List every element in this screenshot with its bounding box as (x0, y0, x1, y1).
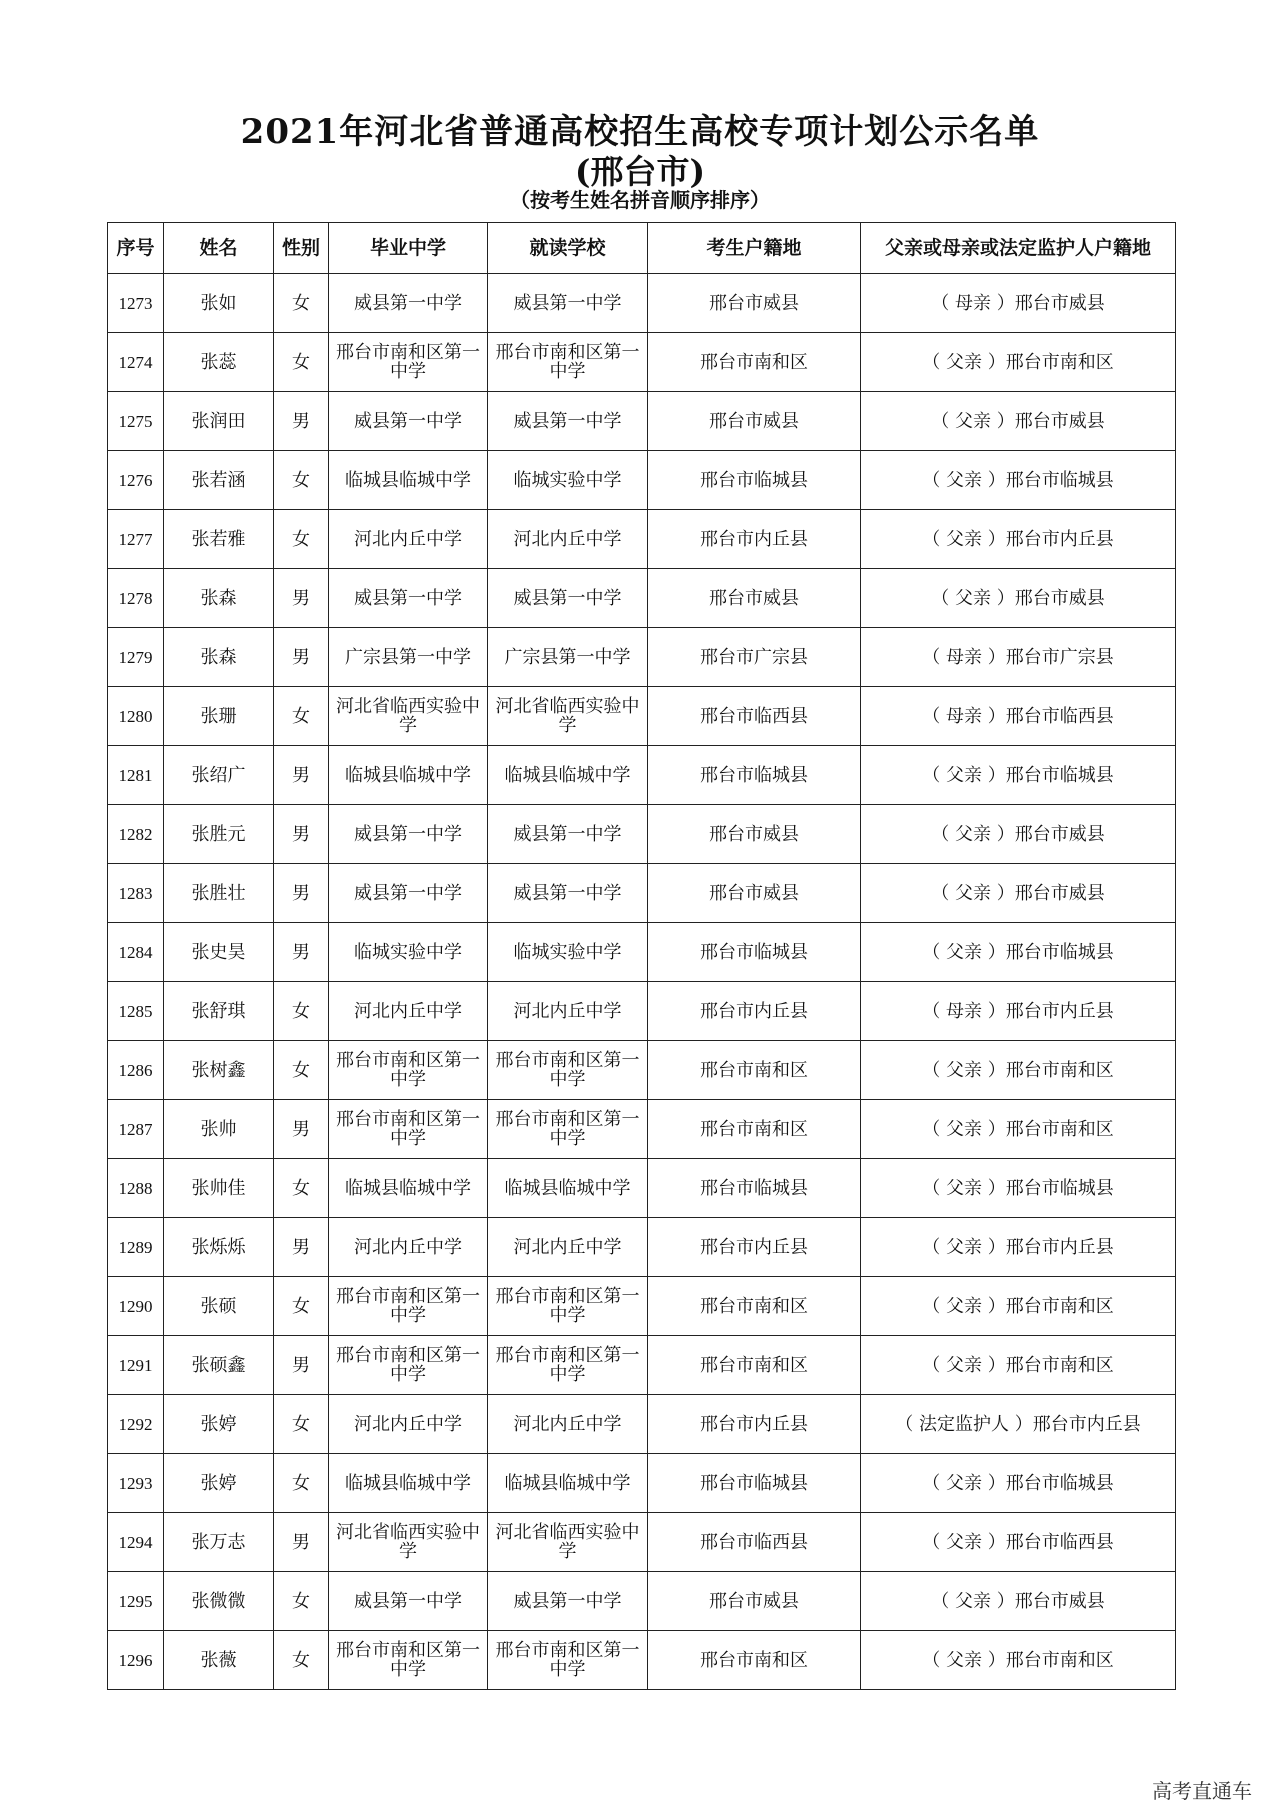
cell-no: 1295 (108, 1572, 164, 1631)
cell-no: 1283 (108, 864, 164, 923)
cell-no: 1287 (108, 1100, 164, 1159)
cell-hukou: 邢台市威县 (648, 864, 861, 923)
cell-guardian: （ 母亲 ）邢台市临西县 (861, 687, 1176, 746)
cell-no: 1285 (108, 982, 164, 1041)
cell-current-school: 河北内丘中学 (488, 510, 648, 569)
cell-name: 张硕 (164, 1277, 274, 1336)
cell-guardian: （ 父亲 ）邢台市临城县 (861, 451, 1176, 510)
cell-hukou: 邢台市临城县 (648, 923, 861, 982)
cell-grad-school: 临城县临城中学 (329, 451, 488, 510)
cell-current-school: 临城实验中学 (488, 923, 648, 982)
cell-current-school: 河北省临西实验中学 (488, 1513, 648, 1572)
cell-current-school: 临城实验中学 (488, 451, 648, 510)
cell-sex: 男 (274, 746, 329, 805)
cell-name: 张婷 (164, 1395, 274, 1454)
table-row (108, 569, 1176, 628)
cell-sex: 女 (274, 333, 329, 392)
table-row (108, 923, 1176, 982)
table-row (108, 982, 1176, 1041)
document-subtitle: (邢台市) (574, 152, 706, 191)
cell-sex: 女 (274, 451, 329, 510)
table-row (108, 1513, 1176, 1572)
cell-current-school: 威县第一中学 (488, 274, 648, 333)
cell-guardian: （ 父亲 ）邢台市临西县 (861, 1513, 1176, 1572)
cell-guardian: （ 父亲 ）邢台市南和区 (861, 333, 1176, 392)
candidate-table (107, 222, 1176, 1690)
cell-guardian: （ 父亲 ）邢台市内丘县 (861, 510, 1176, 569)
cell-hukou: 邢台市南和区 (648, 1277, 861, 1336)
cell-sex: 女 (274, 1395, 329, 1454)
cell-sex: 男 (274, 392, 329, 451)
cell-current-school: 邢台市南和区第一中学 (488, 1277, 648, 1336)
table-header-row (108, 223, 1176, 274)
cell-hukou: 邢台市威县 (648, 1572, 861, 1631)
cell-guardian: （ 父亲 ）邢台市临城县 (861, 1454, 1176, 1513)
cell-current-school: 临城县临城中学 (488, 746, 648, 805)
cell-name: 张婷 (164, 1454, 274, 1513)
cell-sex: 女 (274, 1572, 329, 1631)
cell-current-school: 威县第一中学 (488, 1572, 648, 1631)
cell-grad-school: 临城县临城中学 (329, 1159, 488, 1218)
cell-hukou: 邢台市临城县 (648, 746, 861, 805)
cell-hukou: 邢台市临城县 (648, 1454, 861, 1513)
cell-no: 1278 (108, 569, 164, 628)
cell-current-school: 临城县临城中学 (488, 1159, 648, 1218)
cell-hukou: 邢台市内丘县 (648, 1395, 861, 1454)
cell-no: 1273 (108, 274, 164, 333)
cell-grad-school: 邢台市南和区第一中学 (329, 1100, 488, 1159)
cell-no: 1292 (108, 1395, 164, 1454)
cell-name: 张薇 (164, 1631, 274, 1690)
cell-grad-school: 邢台市南和区第一中学 (329, 333, 488, 392)
cell-no: 1290 (108, 1277, 164, 1336)
cell-name: 张珊 (164, 687, 274, 746)
column-header-grad-school: 毕业中学 (329, 223, 488, 274)
cell-hukou: 邢台市内丘县 (648, 1218, 861, 1277)
cell-current-school: 威县第一中学 (488, 805, 648, 864)
cell-name: 张硕鑫 (164, 1336, 274, 1395)
cell-name: 张帅佳 (164, 1159, 274, 1218)
cell-no: 1286 (108, 1041, 164, 1100)
table-row (108, 746, 1176, 805)
cell-name: 张如 (164, 274, 274, 333)
cell-name: 张舒琪 (164, 982, 274, 1041)
cell-hukou: 邢台市临城县 (648, 1159, 861, 1218)
cell-no: 1277 (108, 510, 164, 569)
cell-sex: 女 (274, 1631, 329, 1690)
table-row (108, 333, 1176, 392)
cell-hukou: 邢台市南和区 (648, 1336, 861, 1395)
cell-grad-school: 威县第一中学 (329, 864, 488, 923)
cell-current-school: 邢台市南和区第一中学 (488, 1041, 648, 1100)
cell-no: 1288 (108, 1159, 164, 1218)
cell-grad-school: 河北省临西实验中学 (329, 1513, 488, 1572)
cell-guardian: （ 父亲 ）邢台市南和区 (861, 1041, 1176, 1100)
cell-current-school: 河北内丘中学 (488, 1395, 648, 1454)
cell-grad-school: 临城县临城中学 (329, 746, 488, 805)
cell-no: 1274 (108, 333, 164, 392)
cell-no: 1291 (108, 1336, 164, 1395)
cell-hukou: 邢台市内丘县 (648, 982, 861, 1041)
column-header-no: 序号 (108, 223, 164, 274)
table-row (108, 1395, 1176, 1454)
sort-note: （按考生姓名拼音顺序排序） (510, 188, 770, 212)
cell-no: 1282 (108, 805, 164, 864)
cell-current-school: 河北内丘中学 (488, 982, 648, 1041)
table-row (108, 1572, 1176, 1631)
cell-grad-school: 河北内丘中学 (329, 982, 488, 1041)
cell-sex: 男 (274, 923, 329, 982)
cell-guardian: （ 母亲 ）邢台市广宗县 (861, 628, 1176, 687)
cell-hukou: 邢台市广宗县 (648, 628, 861, 687)
cell-grad-school: 临城实验中学 (329, 923, 488, 982)
cell-no: 1281 (108, 746, 164, 805)
cell-grad-school: 河北内丘中学 (329, 1218, 488, 1277)
cell-grad-school: 威县第一中学 (329, 392, 488, 451)
cell-hukou: 邢台市威县 (648, 392, 861, 451)
cell-name: 张帅 (164, 1100, 274, 1159)
column-header-sex: 性别 (274, 223, 329, 274)
cell-name: 张史昊 (164, 923, 274, 982)
cell-guardian: （ 父亲 ）邢台市威县 (861, 1572, 1176, 1631)
table-row (108, 1631, 1176, 1690)
cell-guardian: （ 母亲 ）邢台市内丘县 (861, 982, 1176, 1041)
table-row (108, 1336, 1176, 1395)
cell-grad-school: 威县第一中学 (329, 569, 488, 628)
table-row (108, 1218, 1176, 1277)
cell-hukou: 邢台市南和区 (648, 1041, 861, 1100)
cell-name: 张胜元 (164, 805, 274, 864)
cell-grad-school: 邢台市南和区第一中学 (329, 1277, 488, 1336)
cell-grad-school: 河北省临西实验中学 (329, 687, 488, 746)
table-row (108, 1454, 1176, 1513)
cell-hukou: 邢台市临西县 (648, 1513, 861, 1572)
cell-hukou: 邢台市威县 (648, 805, 861, 864)
table-row (108, 864, 1176, 923)
table-row (108, 805, 1176, 864)
cell-sex: 女 (274, 1454, 329, 1513)
watermark-text: 高考直通车 (1152, 1779, 1252, 1803)
cell-no: 1294 (108, 1513, 164, 1572)
cell-grad-school: 广宗县第一中学 (329, 628, 488, 687)
cell-current-school: 河北内丘中学 (488, 1218, 648, 1277)
cell-current-school: 河北省临西实验中学 (488, 687, 648, 746)
cell-guardian: （ 法定监护人 ）邢台市内丘县 (861, 1395, 1176, 1454)
cell-guardian: （ 父亲 ）邢台市南和区 (861, 1277, 1176, 1336)
cell-sex: 男 (274, 1218, 329, 1277)
cell-name: 张胜壮 (164, 864, 274, 923)
cell-name: 张若涵 (164, 451, 274, 510)
cell-sex: 女 (274, 274, 329, 333)
cell-guardian: （ 父亲 ）邢台市临城县 (861, 746, 1176, 805)
cell-grad-school: 邢台市南和区第一中学 (329, 1336, 488, 1395)
cell-grad-school: 河北内丘中学 (329, 1395, 488, 1454)
cell-no: 1275 (108, 392, 164, 451)
cell-name: 张微微 (164, 1572, 274, 1631)
cell-grad-school: 威县第一中学 (329, 274, 488, 333)
cell-grad-school: 邢台市南和区第一中学 (329, 1631, 488, 1690)
cell-sex: 男 (274, 864, 329, 923)
cell-current-school: 邢台市南和区第一中学 (488, 333, 648, 392)
cell-current-school: 邢台市南和区第一中学 (488, 1336, 648, 1395)
cell-guardian: （ 父亲 ）邢台市南和区 (861, 1336, 1176, 1395)
cell-guardian: （ 母亲 ）邢台市威县 (861, 274, 1176, 333)
cell-no: 1293 (108, 1454, 164, 1513)
document-title: 2021年河北省普通高校招生高校专项计划公示名单 (240, 112, 1040, 152)
cell-name: 张森 (164, 628, 274, 687)
cell-guardian: （ 父亲 ）邢台市南和区 (861, 1631, 1176, 1690)
cell-sex: 女 (274, 510, 329, 569)
cell-current-school: 邢台市南和区第一中学 (488, 1100, 648, 1159)
table-row (108, 1277, 1176, 1336)
cell-current-school: 广宗县第一中学 (488, 628, 648, 687)
cell-guardian: （ 父亲 ）邢台市威县 (861, 569, 1176, 628)
cell-name: 张润田 (164, 392, 274, 451)
cell-hukou: 邢台市威县 (648, 274, 861, 333)
cell-hukou: 邢台市临城县 (648, 451, 861, 510)
cell-grad-school: 临城县临城中学 (329, 1454, 488, 1513)
cell-name: 张蕊 (164, 333, 274, 392)
cell-current-school: 邢台市南和区第一中学 (488, 1631, 648, 1690)
column-header-hukou: 考生户籍地 (648, 223, 861, 274)
cell-sex: 男 (274, 1100, 329, 1159)
cell-sex: 女 (274, 1041, 329, 1100)
cell-hukou: 邢台市南和区 (648, 1631, 861, 1690)
cell-name: 张树鑫 (164, 1041, 274, 1100)
cell-hukou: 邢台市南和区 (648, 333, 861, 392)
table-row (108, 392, 1176, 451)
cell-guardian: （ 父亲 ）邢台市临城县 (861, 1159, 1176, 1218)
cell-grad-school: 威县第一中学 (329, 805, 488, 864)
table-row (108, 687, 1176, 746)
cell-grad-school: 河北内丘中学 (329, 510, 488, 569)
table-row (108, 451, 1176, 510)
cell-sex: 女 (274, 982, 329, 1041)
cell-no: 1284 (108, 923, 164, 982)
cell-grad-school: 威县第一中学 (329, 1572, 488, 1631)
cell-guardian: （ 父亲 ）邢台市临城县 (861, 923, 1176, 982)
cell-hukou: 邢台市南和区 (648, 1100, 861, 1159)
cell-current-school: 威县第一中学 (488, 864, 648, 923)
column-header-current-school: 就读学校 (488, 223, 648, 274)
cell-sex: 男 (274, 569, 329, 628)
cell-no: 1276 (108, 451, 164, 510)
cell-guardian: （ 父亲 ）邢台市威县 (861, 392, 1176, 451)
cell-guardian: （ 父亲 ）邢台市南和区 (861, 1100, 1176, 1159)
cell-sex: 男 (274, 628, 329, 687)
table-row (108, 628, 1176, 687)
cell-sex: 女 (274, 687, 329, 746)
table-row (108, 510, 1176, 569)
column-header-guardian: 父亲或母亲或法定监护人户籍地 (861, 223, 1176, 274)
cell-current-school: 威县第一中学 (488, 569, 648, 628)
cell-hukou: 邢台市临西县 (648, 687, 861, 746)
cell-sex: 女 (274, 1159, 329, 1218)
cell-name: 张若雅 (164, 510, 274, 569)
cell-sex: 男 (274, 1336, 329, 1395)
cell-hukou: 邢台市内丘县 (648, 510, 861, 569)
cell-grad-school: 邢台市南和区第一中学 (329, 1041, 488, 1100)
cell-hukou: 邢台市威县 (648, 569, 861, 628)
cell-sex: 女 (274, 1277, 329, 1336)
cell-name: 张森 (164, 569, 274, 628)
cell-name: 张绍广 (164, 746, 274, 805)
cell-current-school: 威县第一中学 (488, 392, 648, 451)
column-header-name: 姓名 (164, 223, 274, 274)
cell-no: 1289 (108, 1218, 164, 1277)
cell-sex: 男 (274, 805, 329, 864)
cell-guardian: （ 父亲 ）邢台市内丘县 (861, 1218, 1176, 1277)
cell-sex: 男 (274, 1513, 329, 1572)
table-row (108, 1041, 1176, 1100)
cell-no: 1280 (108, 687, 164, 746)
cell-name: 张万志 (164, 1513, 274, 1572)
cell-guardian: （ 父亲 ）邢台市威县 (861, 805, 1176, 864)
table-row (108, 1100, 1176, 1159)
cell-name: 张烁烁 (164, 1218, 274, 1277)
cell-current-school: 临城县临城中学 (488, 1454, 648, 1513)
table-row (108, 1159, 1176, 1218)
cell-no: 1296 (108, 1631, 164, 1690)
cell-no: 1279 (108, 628, 164, 687)
table-row (108, 274, 1176, 333)
cell-guardian: （ 父亲 ）邢台市威县 (861, 864, 1176, 923)
